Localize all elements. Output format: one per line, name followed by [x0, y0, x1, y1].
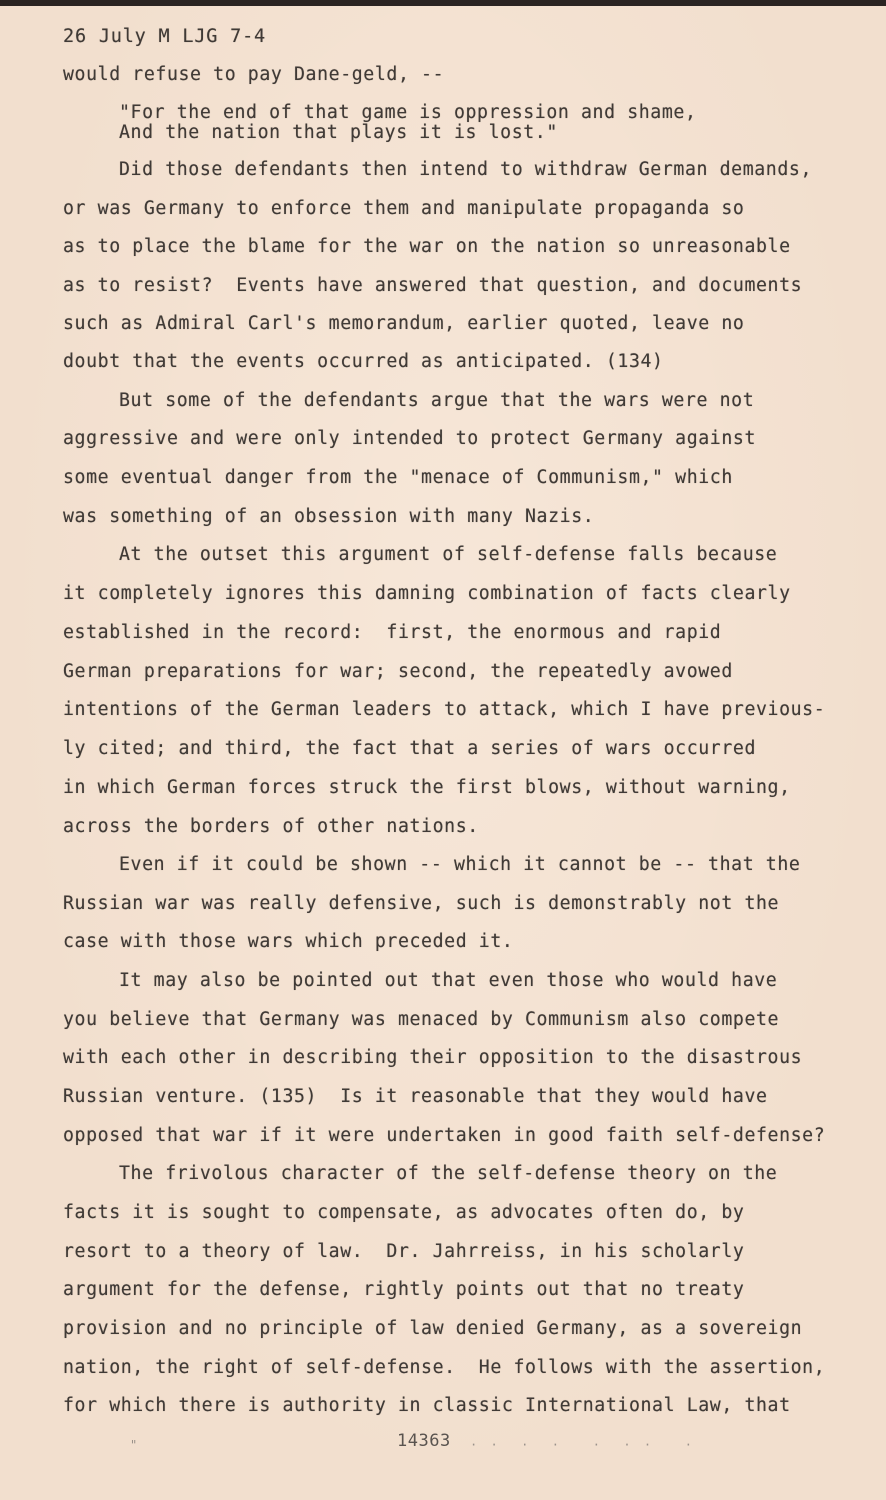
text-line-3: And the nation that plays it is lost."	[119, 122, 558, 143]
text-line-10: But some of the defendants argue that the wars were not	[119, 390, 755, 411]
text-line-14: At the outset this argument of self-defense falls because	[119, 544, 778, 565]
text-line-33: argument for the defense, rightly points out that no treaty	[63, 1279, 745, 1300]
text-line-24: case with those wars which preceded it.	[63, 931, 514, 952]
text-line-26: you believe that Germany was menaced by Communism also compete	[63, 1009, 780, 1030]
text-line-25: It may also be pointed out that even those who would have	[119, 970, 778, 991]
scan-top-edge	[0, 0, 886, 6]
page-header: 26 July M LJG 7-4	[63, 26, 266, 47]
text-line-7: as to resist? Events have answered that question, and documents	[63, 275, 803, 296]
text-line-20: in which German forces struck the first blows, without warning,	[63, 777, 791, 798]
text-line-36: for which there is authority in classic International Law, that	[63, 1395, 791, 1416]
text-line-19: ly cited; and third, the fact that a series of wars occurred	[63, 738, 756, 759]
text-line-9: doubt that the events occurred as anticipated. (134)	[63, 351, 664, 372]
text-line-30: The frivolous character of the self-defense theory on the	[119, 1163, 778, 1184]
text-line-29: opposed that war if it were undertaken in good faith self-defense?	[63, 1125, 826, 1146]
text-line-18: intentions of the German leaders to attack, which I have previous-	[63, 699, 826, 720]
text-line-1: would refuse to pay Dane-geld, --	[63, 64, 445, 85]
text-line-31: facts it is sought to compensate, as advocates often do, by	[63, 1202, 745, 1223]
text-line-5: or was Germany to enforce them and manipulate propaganda so	[63, 198, 745, 219]
text-line-6: as to place the blame for the war on the nation so unreasonable	[63, 236, 791, 257]
text-line-17: German preparations for war; second, the repeatedly avowed	[63, 661, 733, 682]
text-line-8: such as Admiral Carl's memorandum, earlier quoted, leave no	[63, 313, 745, 334]
scan-specks-right: · · · · · · · ·	[470, 1438, 695, 1452]
text-line-22: Even if it could be shown -- which it cannot be -- that the	[119, 854, 801, 875]
text-line-32: resort to a theory of law. Dr. Jahrreiss, in his scholarly	[63, 1241, 745, 1262]
text-line-13: was something of an obsession with many Nazis.	[63, 506, 595, 527]
text-line-35: nation, the right of self-defense. He follows with the assertion,	[63, 1357, 826, 1378]
text-line-15: it completely ignores this damning combination of facts clearly	[63, 583, 791, 604]
text-line-4: Did those defendants then intend to withdraw German demands,	[119, 159, 812, 180]
text-line-16: established in the record: first, the enormous and rapid	[63, 622, 722, 643]
scan-specks-left: "	[130, 1438, 141, 1452]
page-number: 14363	[397, 1431, 451, 1451]
text-line-34: provision and no principle of law denied Germany, as a sovereign	[63, 1318, 803, 1339]
text-line-21: across the borders of other nations.	[63, 816, 479, 837]
text-line-12: some eventual danger from the "menace of Communism," which	[63, 467, 733, 488]
text-line-27: with each other in describing their opposition to the disastrous	[63, 1047, 803, 1068]
text-line-28: Russian venture. (135) Is it reasonable that they would have	[63, 1086, 768, 1107]
text-line-2: "For the end of that game is oppression and shame,	[119, 102, 697, 123]
text-line-11: aggressive and were only intended to protect Germany against	[63, 428, 756, 449]
text-line-23: Russian war was really defensive, such is demonstrably not the	[63, 893, 780, 914]
